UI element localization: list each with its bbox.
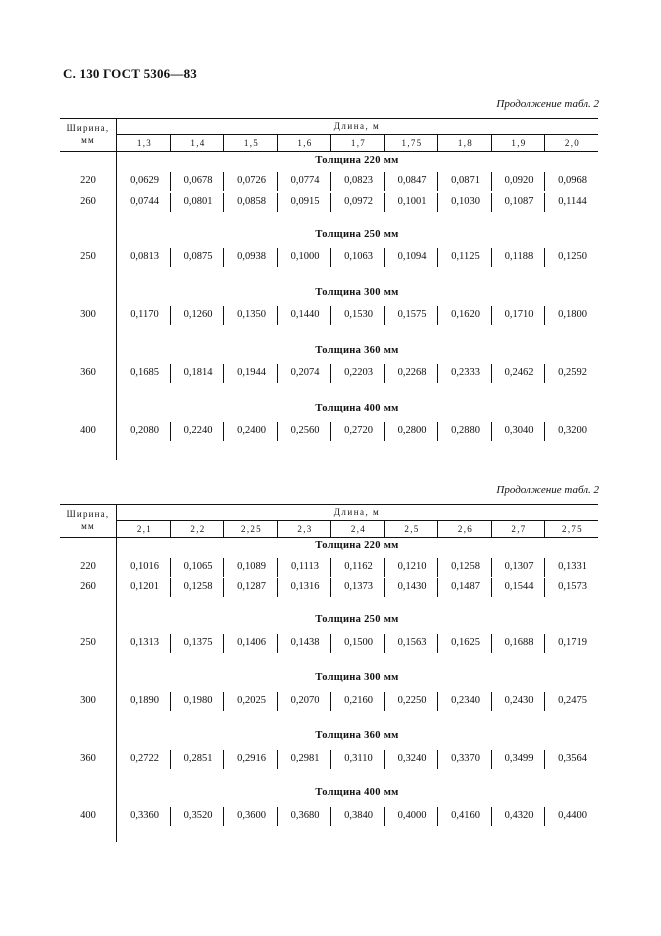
table-cell: 0,4320: [504, 810, 534, 821]
table-cell: 0,3499: [504, 753, 534, 764]
cell-divider: [491, 248, 492, 267]
table-cell: 0,3040: [504, 425, 534, 436]
cell-divider: [223, 558, 224, 577]
table-cell: 0,1065: [183, 561, 213, 572]
cell-divider: [170, 422, 171, 441]
table-cell: 0,2340: [451, 695, 480, 706]
table-cell: 0,0875: [183, 251, 213, 262]
table-cell: 0,2080: [130, 425, 159, 436]
cell-divider: [223, 422, 224, 441]
cell-divider: [330, 578, 331, 597]
length-column-header: 2,25: [241, 524, 262, 534]
length-column-rule: [544, 520, 545, 537]
table-cell: 0,1258: [451, 561, 480, 572]
table-cell: 0,0813: [130, 251, 159, 262]
table-cell: 0,1573: [558, 581, 587, 592]
thickness-section-title: Толщина 300 мм: [315, 672, 399, 683]
table-cell: 0,1373: [344, 581, 373, 592]
table-cell: 0,1440: [290, 309, 320, 320]
table-row: [60, 196, 598, 210]
cell-divider: [491, 306, 492, 325]
cell-divider: [384, 193, 385, 212]
length-column-header: 2,4: [350, 524, 367, 534]
table-cell: 0,1170: [130, 309, 159, 320]
table-cell: 0,0858: [237, 196, 266, 207]
cell-divider: [491, 172, 492, 191]
row-width-value: 360: [80, 367, 96, 378]
cell-divider: [544, 248, 545, 267]
cell-divider: [437, 306, 438, 325]
table-cell: 0,0744: [130, 196, 159, 207]
length-column-header: 1,9: [511, 138, 527, 148]
table-row: [60, 425, 598, 439]
table-cell: 0,2800: [397, 425, 427, 436]
row-width-value: 250: [80, 637, 96, 648]
table-cell: 0,1307: [504, 561, 534, 572]
row-width-value: 220: [80, 175, 96, 186]
table-cell: 0,3520: [183, 810, 213, 821]
cell-divider: [223, 634, 224, 653]
table-cell: 0,3110: [344, 753, 373, 764]
cell-divider: [491, 193, 492, 212]
cell-divider: [437, 558, 438, 577]
length-column-rule: [491, 134, 492, 151]
length-column-header: 2,1: [136, 524, 153, 534]
length-column-rule: [277, 134, 278, 151]
length-column-rule: [491, 520, 492, 537]
length-column-rule: [170, 520, 171, 537]
row-width-value: 220: [80, 561, 96, 572]
table-row: [60, 561, 598, 575]
cell-divider: [170, 750, 171, 769]
table-cell: 0,1438: [290, 637, 320, 648]
cell-divider: [544, 578, 545, 597]
table-top-rule: [60, 118, 598, 119]
row-width-value: 400: [80, 810, 96, 821]
row-width-value: 260: [80, 581, 96, 592]
cell-divider: [223, 306, 224, 325]
length-header: Длина, м: [333, 121, 381, 131]
cell-divider: [491, 364, 492, 383]
cell-divider: [491, 692, 492, 711]
cell-divider: [330, 422, 331, 441]
table-cell: 0,0915: [290, 196, 320, 207]
table-cell: 0,1688: [504, 637, 534, 648]
cell-divider: [491, 750, 492, 769]
table-cell: 0,2981: [290, 753, 320, 764]
row-width-value: 360: [80, 753, 96, 764]
table-cell: 0,1000: [290, 251, 320, 262]
cell-divider: [277, 750, 278, 769]
header-bottom-rule: [60, 151, 598, 152]
thickness-section-title: Толщина 300 мм: [315, 287, 399, 298]
table-cell: 0,4000: [397, 810, 427, 821]
length-column-header: 2,75: [562, 524, 583, 534]
cell-divider: [544, 634, 545, 653]
cell-divider: [170, 193, 171, 212]
cell-divider: [223, 578, 224, 597]
cell-divider: [384, 364, 385, 383]
table-cell: 0,3240: [397, 753, 427, 764]
width-header-line2: мм: [81, 521, 95, 531]
cell-divider: [330, 750, 331, 769]
cell-divider: [223, 364, 224, 383]
table-cell: 0,1094: [397, 251, 427, 262]
table-cell: 0,1210: [397, 561, 427, 572]
table-cell: 0,0801: [183, 196, 213, 207]
cell-divider: [170, 634, 171, 653]
cell-divider: [330, 172, 331, 191]
length-column-rule: [437, 520, 438, 537]
cell-divider: [544, 172, 545, 191]
table-cell: 0,1625: [451, 637, 480, 648]
table-cell: 0,1089: [237, 561, 266, 572]
cell-divider: [170, 364, 171, 383]
cell-divider: [437, 422, 438, 441]
thickness-section-title: Толщина 220 мм: [315, 540, 399, 551]
table-row: [60, 309, 598, 323]
table-cell: 0,3680: [290, 810, 320, 821]
row-width-value: 400: [80, 425, 96, 436]
cell-divider: [384, 578, 385, 597]
table-row: [60, 637, 598, 651]
table-cell: 0,0823: [344, 175, 373, 186]
cell-divider: [384, 558, 385, 577]
table-row: [60, 251, 598, 265]
length-column-header: 2,6: [457, 524, 474, 534]
length-column-rule: [170, 134, 171, 151]
table-cell: 0,3200: [558, 425, 587, 436]
table-cell: 0,2025: [237, 695, 266, 706]
cell-divider: [277, 422, 278, 441]
header-bottom-rule: [60, 537, 598, 538]
table-cell: 0,2430: [504, 695, 534, 706]
length-column-rule: [223, 134, 224, 151]
length-column-header: 2,7: [511, 524, 527, 534]
table-cell: 0,2203: [344, 367, 373, 378]
table-cell: 0,0678: [183, 175, 213, 186]
cell-divider: [384, 692, 385, 711]
cell-divider: [277, 364, 278, 383]
width-header-line1: Ширина,: [66, 123, 110, 133]
table-cell: 0,1530: [344, 309, 373, 320]
thickness-section-title: Толщина 360 мм: [315, 730, 399, 741]
cell-divider: [544, 750, 545, 769]
width-header: [60, 508, 116, 532]
cell-divider: [223, 692, 224, 711]
table-cell: 0,1188: [504, 251, 534, 262]
cell-divider: [170, 578, 171, 597]
length-column-rule: [384, 520, 385, 537]
cell-divider: [330, 248, 331, 267]
length-column-rule: [544, 134, 545, 151]
cell-divider: [330, 193, 331, 212]
cell-divider: [544, 306, 545, 325]
table-cell: 0,2880: [451, 425, 480, 436]
cell-divider: [223, 172, 224, 191]
thickness-section-title: Толщина 360 мм: [315, 345, 399, 356]
table-cell: 0,4160: [451, 810, 480, 821]
cell-divider: [170, 306, 171, 325]
table-cell: 0,1980: [183, 695, 213, 706]
thickness-section-title: Толщина 250 мм: [315, 229, 399, 240]
table-cell: 0,1144: [558, 196, 587, 207]
table-cell: 0,0972: [344, 196, 373, 207]
table-cell: 0,1001: [397, 196, 427, 207]
cell-divider: [170, 692, 171, 711]
length-column-header: 1,8: [457, 138, 474, 148]
page-header: С. 130 ГОСТ 5306—83: [63, 66, 197, 81]
cell-divider: [491, 807, 492, 826]
table-cell: 0,2400: [237, 425, 266, 436]
table-cell: 0,0968: [558, 175, 587, 186]
thickness-section-title: Толщина 220 мм: [315, 155, 399, 166]
table-cell: 0,2592: [558, 367, 587, 378]
table-cell: 0,1685: [130, 367, 159, 378]
table-cell: 0,2250: [397, 695, 427, 706]
table-cell: 0,2720: [344, 425, 373, 436]
table-cell: 0,1250: [558, 251, 587, 262]
cell-divider: [384, 422, 385, 441]
thickness-section-title: Толщина 250 мм: [315, 614, 399, 625]
data-table: [60, 504, 598, 842]
cell-divider: [384, 248, 385, 267]
cell-divider: [437, 578, 438, 597]
table-cell: 0,2462: [504, 367, 534, 378]
table-cell: 0,2074: [290, 367, 320, 378]
continuation-note: Продолжение табл. 2: [496, 484, 599, 496]
length-column-header: 2,5: [404, 524, 420, 534]
table-row: [60, 695, 598, 709]
width-header: [60, 122, 116, 146]
cell-divider: [437, 634, 438, 653]
continuation-note: Продолжение табл. 2: [496, 98, 599, 110]
table-cell: 0,0920: [504, 175, 534, 186]
width-header-line1: Ширина,: [66, 509, 110, 519]
cell-divider: [437, 172, 438, 191]
table-top-rule: [60, 504, 598, 505]
length-header-rule: [116, 134, 598, 135]
cell-divider: [277, 692, 278, 711]
cell-divider: [491, 558, 492, 577]
length-column-rule: [330, 134, 331, 151]
row-width-value: 300: [80, 309, 96, 320]
cell-divider: [170, 807, 171, 826]
cell-divider: [223, 750, 224, 769]
length-column-header: 2,3: [297, 524, 313, 534]
length-header-rule: [116, 520, 598, 521]
table-cell: 0,1030: [451, 196, 480, 207]
table-cell: 0,0726: [237, 175, 266, 186]
cell-divider: [544, 364, 545, 383]
cell-divider: [544, 558, 545, 577]
cell-divider: [170, 558, 171, 577]
cell-divider: [491, 422, 492, 441]
table-cell: 0,1710: [504, 309, 534, 320]
length-column-header: 2,0: [564, 138, 581, 148]
cell-divider: [384, 634, 385, 653]
cell-divider: [544, 422, 545, 441]
cell-divider: [223, 193, 224, 212]
table-cell: 0,2070: [290, 695, 320, 706]
cell-divider: [277, 172, 278, 191]
table-cell: 0,0629: [130, 175, 159, 186]
cell-divider: [330, 807, 331, 826]
table-row: [60, 753, 598, 767]
table-cell: 0,1087: [504, 196, 534, 207]
table-cell: 0,1201: [130, 581, 159, 592]
table-cell: 0,1719: [558, 637, 587, 648]
table-cell: 0,3370: [451, 753, 480, 764]
table-cell: 0,1430: [397, 581, 427, 592]
table-cell: 0,1575: [397, 309, 427, 320]
cell-divider: [437, 248, 438, 267]
table-cell: 0,0847: [397, 175, 427, 186]
table-cell: 0,1258: [183, 581, 213, 592]
table-cell: 0,2560: [290, 425, 320, 436]
cell-divider: [384, 306, 385, 325]
table-cell: 0,0871: [451, 175, 480, 186]
table-cell: 0,1016: [130, 561, 159, 572]
row-width-value: 250: [80, 251, 96, 262]
table-cell: 0,1620: [451, 309, 480, 320]
cell-divider: [277, 306, 278, 325]
length-header: Длина, м: [333, 507, 381, 517]
cell-divider: [277, 807, 278, 826]
thickness-section-title: Толщина 400 мм: [315, 403, 399, 414]
cell-divider: [544, 193, 545, 212]
table-cell: 0,1544: [504, 581, 534, 592]
length-column-header: 1,3: [136, 138, 153, 148]
table-cell: 0,1162: [344, 561, 373, 572]
table-cell: 0,1500: [344, 637, 373, 648]
cell-divider: [277, 193, 278, 212]
table-cell: 0,2916: [237, 753, 266, 764]
cell-divider: [491, 634, 492, 653]
cell-divider: [223, 807, 224, 826]
data-table: [60, 118, 598, 460]
table-cell: 0,2333: [451, 367, 480, 378]
table-cell: 0,2722: [130, 753, 159, 764]
table-cell: 0,2851: [183, 753, 213, 764]
table-cell: 0,2240: [183, 425, 213, 436]
row-width-value: 300: [80, 695, 96, 706]
table-cell: 0,1260: [183, 309, 213, 320]
table-cell: 0,1944: [237, 367, 266, 378]
table-cell: 0,1331: [558, 561, 587, 572]
table-cell: 0,3360: [130, 810, 159, 821]
cell-divider: [277, 578, 278, 597]
cell-divider: [437, 193, 438, 212]
width-header-line2: мм: [81, 135, 95, 145]
thickness-section-title: Толщина 400 мм: [315, 787, 399, 798]
cell-divider: [330, 634, 331, 653]
table-cell: 0,2475: [558, 695, 587, 706]
table-cell: 0,3600: [237, 810, 266, 821]
cell-divider: [330, 364, 331, 383]
length-column-rule: [277, 520, 278, 537]
length-column-header: 1,6: [297, 138, 313, 148]
table-cell: 0,1063: [344, 251, 373, 262]
length-column-rule: [437, 134, 438, 151]
cell-divider: [437, 692, 438, 711]
cell-divider: [277, 558, 278, 577]
table-cell: 0,1800: [558, 309, 587, 320]
length-column-rule: [330, 520, 331, 537]
table-row: [60, 367, 598, 381]
table-cell: 0,1375: [183, 637, 213, 648]
cell-divider: [223, 248, 224, 267]
table-cell: 0,3840: [344, 810, 373, 821]
cell-divider: [330, 306, 331, 325]
cell-divider: [544, 692, 545, 711]
cell-divider: [330, 692, 331, 711]
length-column-rule: [384, 134, 385, 151]
table-row: [60, 810, 598, 824]
table-cell: 0,1316: [290, 581, 320, 592]
cell-divider: [170, 248, 171, 267]
cell-divider: [491, 578, 492, 597]
cell-divider: [384, 807, 385, 826]
table-cell: 0,1113: [290, 561, 320, 572]
table-cell: 0,1814: [183, 367, 213, 378]
cell-divider: [437, 750, 438, 769]
length-column-header: 2,2: [190, 524, 206, 534]
table-cell: 0,1287: [237, 581, 266, 592]
length-column-header: 1,75: [401, 138, 423, 148]
cell-divider: [170, 172, 171, 191]
table-cell: 0,1350: [237, 309, 266, 320]
table-cell: 0,3564: [558, 753, 587, 764]
cell-divider: [277, 634, 278, 653]
table-cell: 0,1125: [451, 251, 480, 262]
table-cell: 0,0774: [290, 175, 320, 186]
cell-divider: [384, 172, 385, 191]
length-column-header: 1,5: [243, 138, 260, 148]
table-cell: 0,1890: [130, 695, 159, 706]
cell-divider: [277, 248, 278, 267]
table-cell: 0,1563: [397, 637, 427, 648]
table-cell: 0,2268: [397, 367, 427, 378]
table-cell: 0,1313: [130, 637, 159, 648]
cell-divider: [437, 364, 438, 383]
table-row: [60, 581, 598, 595]
table-cell: 0,2160: [344, 695, 373, 706]
cell-divider: [544, 807, 545, 826]
length-column-rule: [223, 520, 224, 537]
cell-divider: [384, 750, 385, 769]
length-column-header: 1,4: [190, 138, 206, 148]
table-cell: 0,1487: [451, 581, 480, 592]
cell-divider: [330, 558, 331, 577]
table-cell: 0,1406: [237, 637, 266, 648]
length-column-header: 1,7: [350, 138, 367, 148]
row-width-value: 260: [80, 196, 96, 207]
table-cell: 0,4400: [558, 810, 587, 821]
table-cell: 0,0938: [237, 251, 266, 262]
cell-divider: [437, 807, 438, 826]
table-row: [60, 175, 598, 189]
